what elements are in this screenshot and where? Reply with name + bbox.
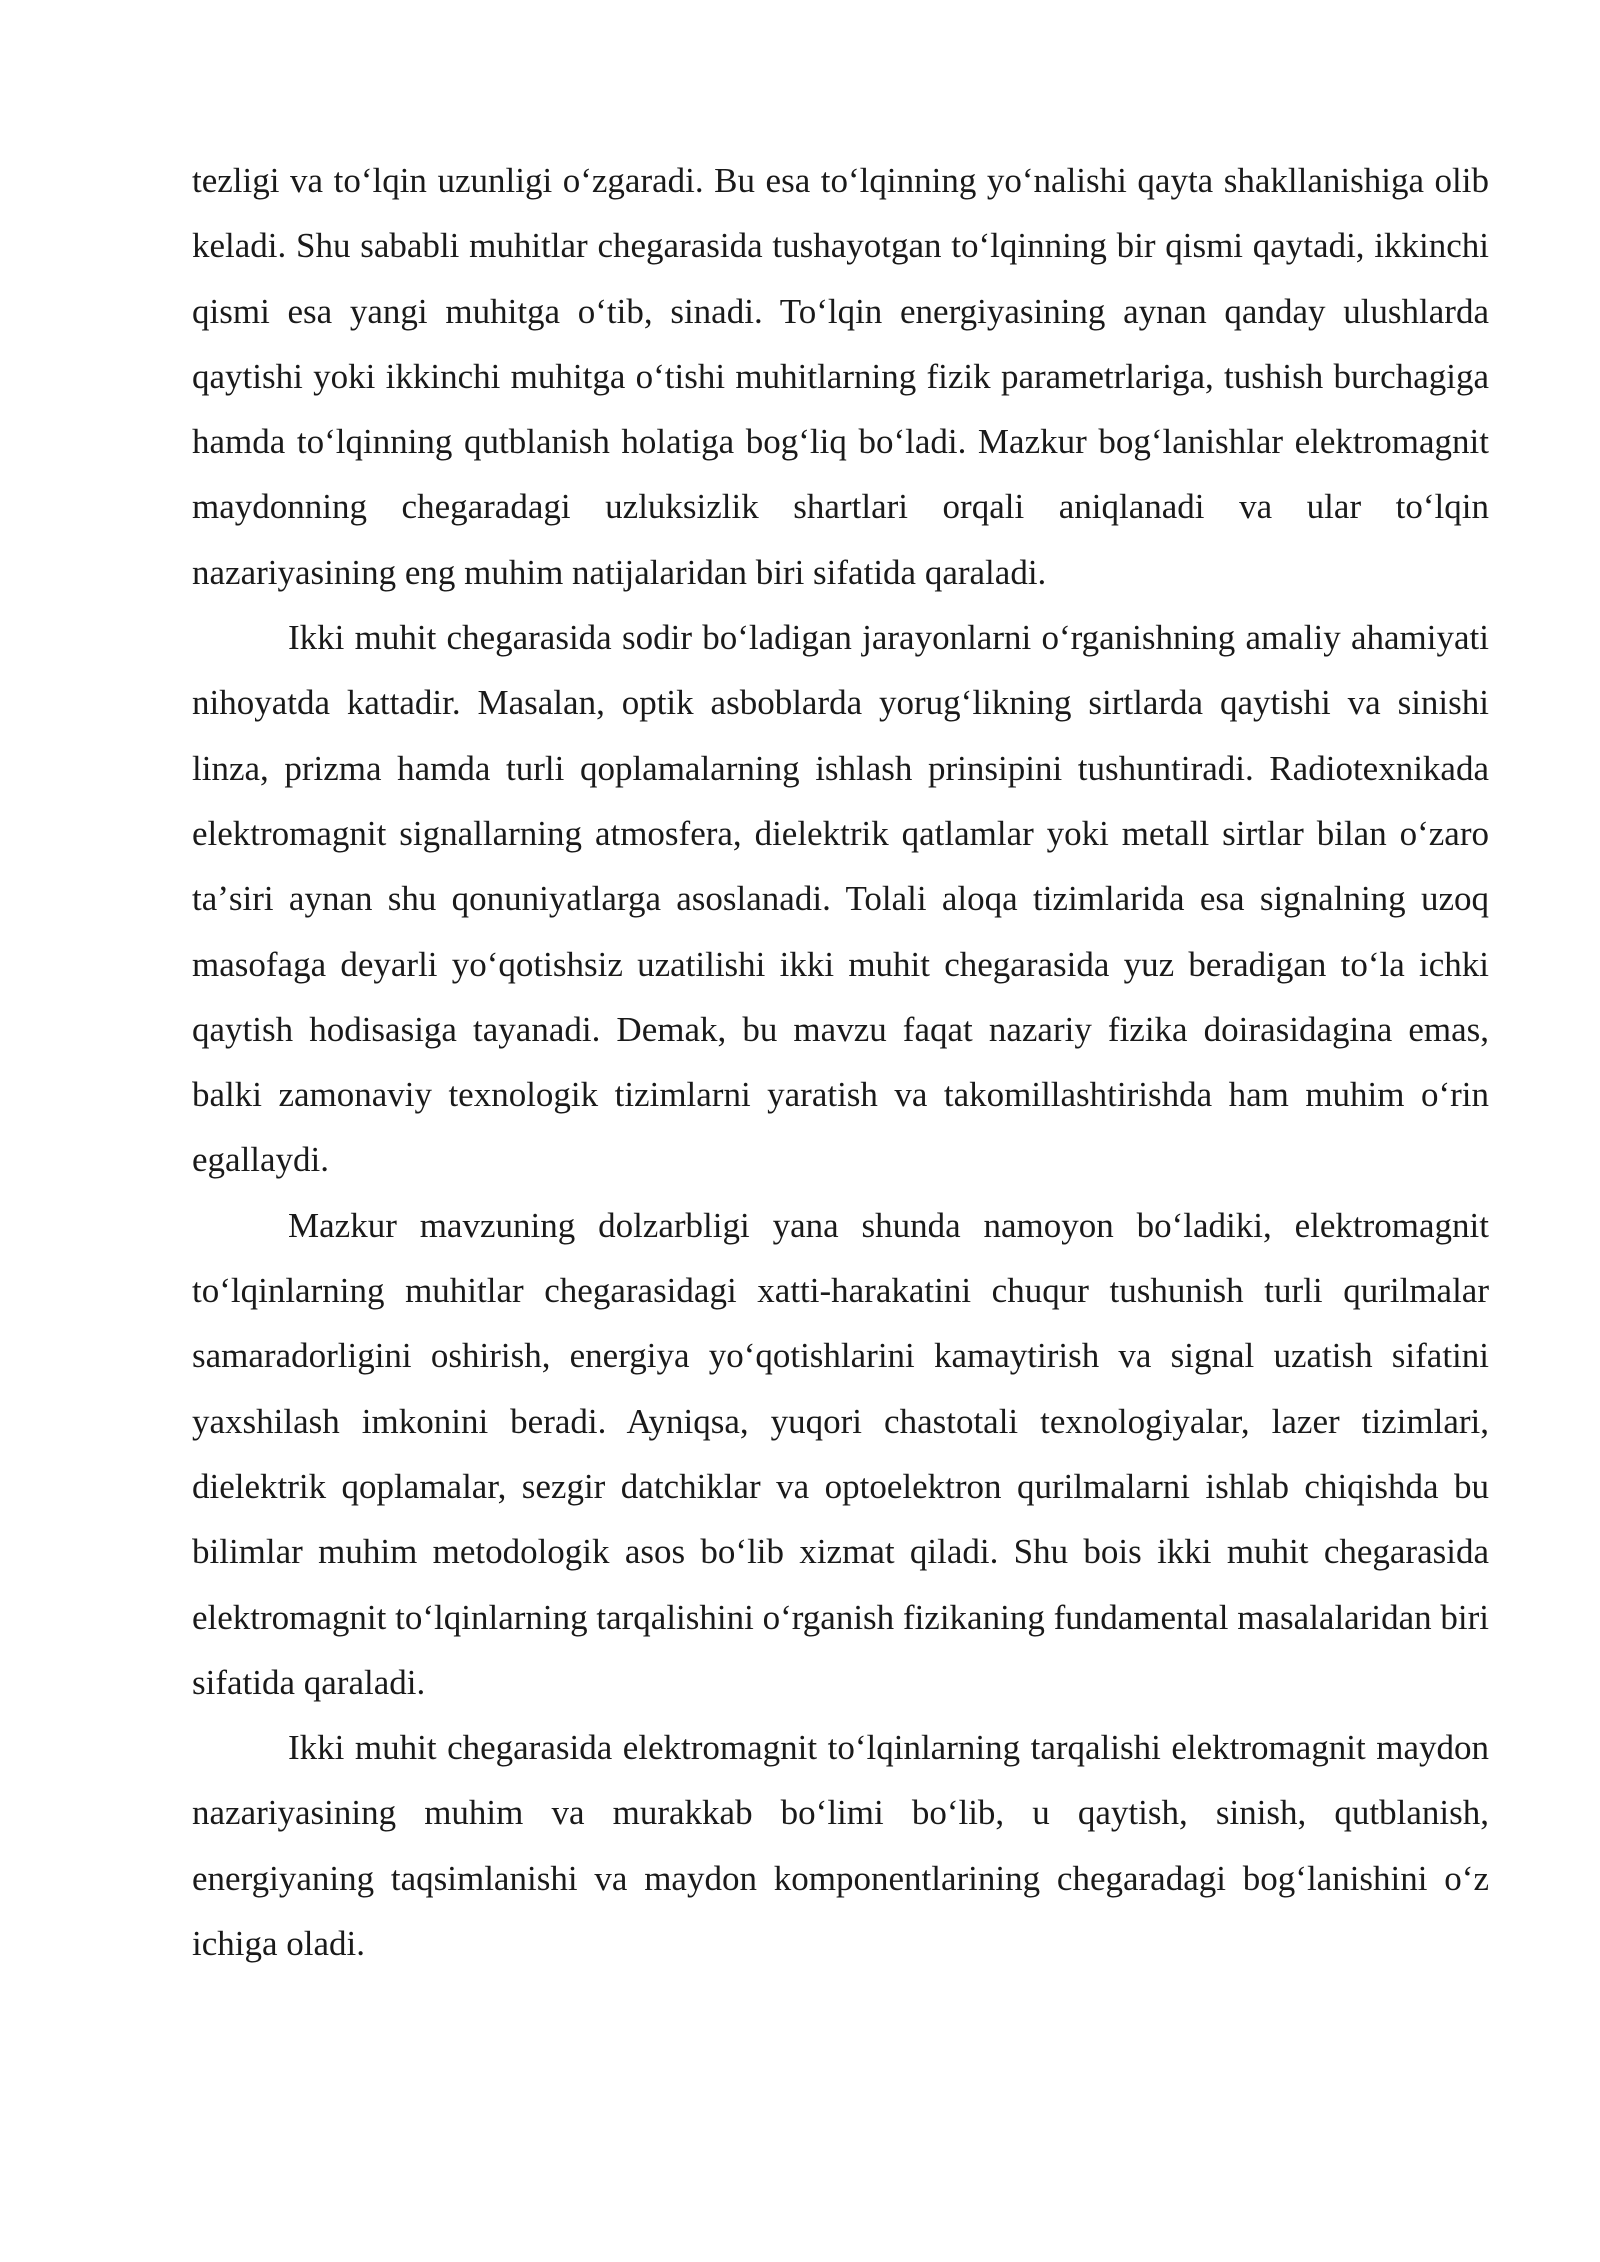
document-body <box>192 148 1489 1976</box>
paragraph-3: Mazkur mavzuning dolzarbligi yana shunda namoyon boʻladiki, elektromagnit toʻlqinlarning muhitlar chegarasidagi xatti-harakatini chuqur tushunish turli qurilmalar samaradorligini oshirish, energiya yoʻqotishlarini kamaytirish va signal uzatish sifatini yaxshilash imkonini beradi. Ayniqsa, yuqori chastotali texnologiyalar, lazer tizimlari, dielektrik qoplamalar, sezgir datchiklar va optoelektron qurilmalarni ishlab chiqishda bu bilimlar muhim metodologik asos boʻlib xizmat qiladi. Shu bois ikki muhit chegarasida elektromagnit toʻlqinlarning tarqalishini oʻrganish fizikaning fundamental masalalaridan biri sifatida qaraladi. <box>192 1205 1489 1702</box>
paragraph-4: Ikki muhit chegarasida elektromagnit toʻlqinlarning tarqalishi elektromagnit maydon nazariyasining muhim va murakkab boʻlimi boʻlib, u qaytish, sinish, qutblanish, energiyaning taqsimlanishi va maydon komponentlarining chegaradagi bogʻlanishini oʻz ichiga oladi. <box>192 1728 1489 1964</box>
paragraph-1: tezligi va toʻlqin uzunligi oʻzgaradi. Bu esa toʻlqinning yoʻnalishi qayta shakllanishiga olib keladi. Shu sababli muhitlar chegarasida tushayotgan toʻlqinning bir qismi qaytadi, ikkinchi qismi esa yangi muhitga oʻtib, sinadi. Toʻlqin energiyasining aynan qanday ulushlarda qaytishi yoki ikkinchi muhitga oʻtishi muhitlarning fizik parametrlariga, tushish burchagiga hamda toʻlqinning qutblanish holatiga bogʻliq boʻladi. Mazkur bogʻlanishlar elektromagnit maydonning chegaradagi uzluksizlik shartlari orqali aniqlanadi va ular toʻlqin nazariyasining eng muhim natijalaridan biri sifatida qaraladi. <box>192 161 1489 592</box>
paragraph-2: Ikki muhit chegarasida sodir boʻladigan jarayonlarni oʻrganishning amaliy ahamiyati nihoyatda kattadir. Masalan, optik asboblarda yorugʻlikning sirtlarda qaytishi va sinishi linza, prizma hamda turli qoplamalarning ishlash prinsipini tushuntiradi. Radiotexnikada elektromagnit signallarning atmosfera, dielektrik qatlamlar yoki metall sirtlar bilan oʻzaro taʼsiri aynan shu qonuniyatlarga asoslanadi. Tolali aloqa tizimlarida esa signalning uzoq masofaga deyarli yoʻqotishsiz uzatilishi ikki muhit chegarasida yuz beradigan toʻla ichki qaytish hodisasiga tayanadi. Demak, bu mavzu faqat nazariy fizika doirasidagina emas, balki zamonaviy texnologik tizimlarni yaratish va takomillashtirishda ham muhim oʻrin egallaydi. <box>192 618 1489 1180</box>
